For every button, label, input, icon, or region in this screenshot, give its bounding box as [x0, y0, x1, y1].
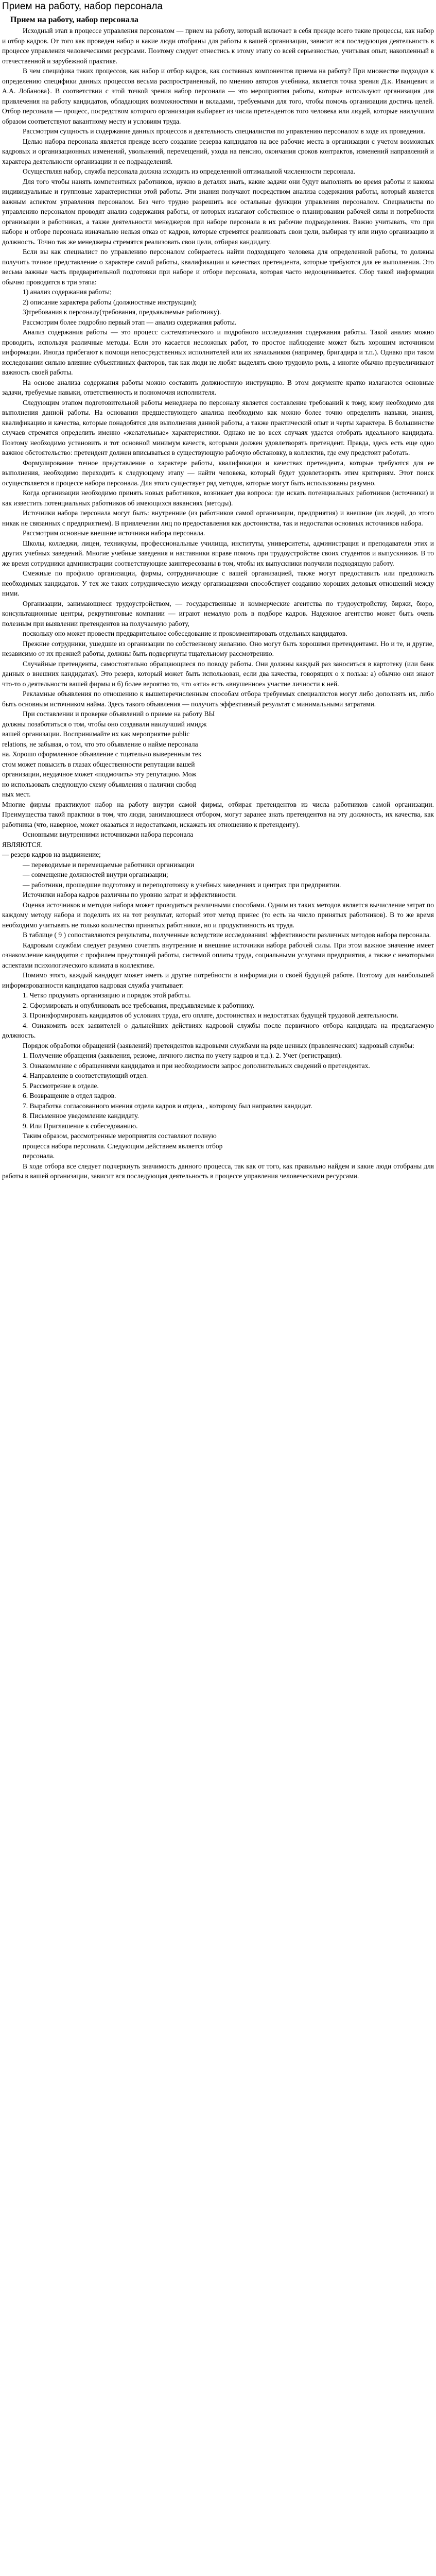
paragraph: организации, неудачное может «подмочить» эту репутацию. Мож — [2, 770, 197, 778]
paragraph: Анализ содержания работы — это процесс систематического и подробного исследования содержания работы. Такой анализ можно проводить, используя различные методы. Если это касается несложных работ, то простое наблюдение может быть хорошим источником информации. Иногда прибегают к помощи непосредственных исполнителей или их начальников (например, бригадира и т.п.). Однако при таком исследовании сильно влияние субъективных факторов, так как люди не любят выделять свою трудовую роль, а многие обычно преувеличивают важность своей работы. — [2, 328, 434, 376]
paragraph: ЯВЛЯЮТСЯ. — [2, 840, 43, 849]
paragraph: В ходе отбора все следует подчеркнуть значимость данного процесса, так как от того, как правильно найдем и какие люди отобраны для работы в вашей организации, зависит вся последующая деятельность в процессе управления человеческими ресурсами. — [2, 1162, 434, 1180]
paragraph: Кадровым службам следует разумно сочетать внутренние и внешние источники набора рабочей силы. При этом важное значение имеет ознакомление кандидатов с профилем предстоящей работы, системой оплаты труда, социальными услугами предприятия, а также с некоторыми аспектами психологического климата в коллективе. — [2, 941, 434, 969]
page-title: Прием на работу, набор персонала — [2, 1, 163, 12]
paragraph: процесса набора персонала. Следующим действием является отбор — [23, 1142, 223, 1150]
article-body — [2, 26, 434, 1181]
paragraph: Целью набора персонала является прежде всего создание резерва кандидатов на все рабочие места в организации с учетом возможных кадровых и организационных изменений, увольнений, перемещений, ухода на пенсию, окончания сроков контрактов, изменений направлений и характера деятельности организации и ее подразделений. — [2, 137, 434, 165]
paragraph: 4. Ознакомить всех заявителей о дальнейших действиях кадровой службы после первичного отбора кандидата на предлагаемую должность. — [2, 1021, 434, 1039]
paragraph: Рассмотрим более подробно первый этап — анализ содержания работы. — [23, 318, 237, 326]
section-subtitle: Прием на работу, набор персонала — [10, 15, 138, 24]
paragraph: При составлении и проверке объявлений о приеме на работу ВЫ — [23, 710, 215, 718]
paragraph: 1. Четко продумать организацию и порядок этой работы. — [23, 991, 191, 999]
paragraph: Случайные претенденты, самостоятельно обращающиеся по поводу работы. Они должны каждый раз заноситься в картотеку (или банк данных о внешних кандидатах). Это резерв, который может быть использован, если два качества, говорящих о х польза: а) обычно они знают что-то о деятельности вашей фирмы и б) более вероятно то, что «эти» есть «внушенное» участие личности к ней. — [2, 659, 434, 688]
paragraph: Рассмотрим сущность и содержание данных процессов и деятельность специалистов по управлению персоналом в ходе их проведения. — [23, 127, 426, 135]
paragraph: Источники набора кадров различны по уровню затрат и эффективности. — [23, 891, 237, 899]
paragraph: Рассмотрим основные внешние источники набора персонала. — [23, 529, 205, 537]
paragraph: relations, не забывая, о том, что это объявление о найме персонала — [2, 740, 198, 748]
paragraph: 3. Проинформировать кандидатов об условиях труда, его оплате, достоинствах и недостатках будущей трудовой деятельности. — [23, 1011, 398, 1019]
paragraph: Исходный этап в процессе управления персоналом — прием на работу, который включает в себя прежде всего такие процессы, как набор и отбор кадров. От того как проведен набор и какие люди отобраны для работы в вашей организации, зависит вся последующая деятельность в процессе управления человеческими ресурсами. Поэтому следует отнестись к этому этапу со всей серьезностью, учитывая опыт, накопленный в отечественной и зарубежной практике. — [2, 27, 434, 65]
paragraph: В чем специфика таких процессов, как набор и отбор кадров, как составных компонентов приема на работу? При множестве подходов к определению специфики данных процессов весьма распространенный, по мнению авторов учебника, является точка зрения Д.к. Иванцевич и А.А. Лобанова}. В соответствии с этой точкой зрения набор персонала — это мероприятия работы, которые используют организация для привлечения на работу кандидатов, обладающих возможностями и вкладами, требуемыми для того, чтобы помочь организации достичь целей. Отбор персонала — процесс, посредством которого организация выбирает из числа претендентов того человека или людей, которые наилучшим образом соответствуют вакантному месту и условиям труда. — [2, 67, 434, 125]
paragraph: В таблице ( 9 ) сопоставляются результаты, полученные вследствие исследования1 эффективности различных методов набора персонала. — [23, 931, 431, 939]
paragraph: 6. Возвращение в отдел кадров. — [23, 1092, 116, 1099]
paragraph: персонала. — [23, 1152, 55, 1160]
paragraph: Основными внутренними источниками набора персонала — [23, 831, 194, 838]
paragraph: Если вы как специалист по управлению персоналом собираетесь найти подходящего человека для определенной работы, то должны получить точное представление о характере самой работы, квалификации и качествах претендента, которые требуются для ее выполнения. Это весьма важные часть предварительной подготовки при наборе и отборе персонала, которая часто недооценивается. Сбор такой информации обычно проводится в три этапа: — [2, 248, 434, 286]
paragraph: 9. Или Приглашение к собеседованию. — [23, 1122, 138, 1130]
paragraph: Когда организации необходимо принять новых работников, возникает два вопроса: где искать потенциальных работников (источники) и как известить потенциальных работников об имеющихся вакансиях (методы). — [2, 489, 434, 507]
paragraph: на. Хорошо оформленное объявление с тщательно выверенным тек — [2, 750, 202, 758]
paragraph: вашей организации. Воспринимайте их как мероприятие public — [2, 730, 190, 738]
paragraph: — работники, прошедшие подготовку и переподготовку в учебных заведениях и центрах при предприятии. — [23, 880, 341, 889]
paragraph: Многие фирмы практикуют набор на работу внутри самой фирмы, отбирая претендентов из числа работников самой организации. Преимущества такой практики в том, что люди, занимающиеся отбором, могут заранее знать претендентов на эту должность, их качества, как работника (что, наверное, может оказаться и недостатками, искажать их отношению к претенденту). — [2, 800, 434, 828]
paragraph: Помимо этого, каждый кандидат может иметь и другие потребности в информации о своей будущей работе. Поэтому для наибольшей информированности кандидатов кадровая служба учитывает: — [2, 971, 434, 989]
paragraph: Таким образом, рассмотренные мероприятия составляют полную — [23, 1132, 217, 1140]
paragraph: Прежние сотрудники, ушедшие из организации по собственному желанию. Оно могут быть хорошими претендентами. Но и те, и другие, независимо от их прежней работы, должны быть подвергнуты тщательному рассмотрению. — [2, 639, 434, 657]
paragraph: 8. Письменное уведомление кандидату. — [23, 1112, 139, 1120]
paragraph: Школы, колледжи, лицеи, техникумы, профессиональные училища, институты, университеты, администрация и преподаватели этих и других учебных заведений. Многие учебные заведения и наставники вправе помочь при трудоустройстве своих студентов и выпускников. В то же время сотрудники администрации соответствующие заинтересованы в том, чтобы их выпускники получили подходящую работу. — [2, 539, 434, 567]
paragraph: 2. Сформировать и опубликовать все требования, предъявляемые к работнику. — [23, 1001, 255, 1009]
paragraph: но использовать следующую схему объявления о наличии свобод — [2, 780, 196, 788]
document-page — [0, 0, 436, 1194]
paragraph: — переводимые и перемещаемые работники организации — [23, 860, 195, 869]
paragraph: 2) описание характера работы (должностные инструкции); — [23, 298, 197, 306]
paragraph: 1. Получение обращения (заявления, резюме, личного листка по учету кадров и т.д.). 2. Учет (регистрация). — [23, 1052, 342, 1059]
paragraph: На основе анализа содержания работы можно составить должностную инструкцию. В этом документе кратко излагаются основные задачи, требуемые навыки, ответственность и полномочия исполнителя. — [2, 378, 434, 396]
paragraph: Для того чтобы нанять компетентных работников, нужно в деталях знать, какие задачи они будут выполнять во время работы и каковы индивидуальные и групповые характеристики этой работы. Эти знания получают посредством анализа содержания работы, который является важным аспектом управления персоналом. Без чего трудно разрешить все остальные функции управления персоналом. Специалисты по управлению персоналом проводят анализ содержания работы, от которых излагают собственное о планировании рабочей силы и потребности организации в работниках, а также деятельности менеджеров при наборе персонала в их рабочие подразделения. Важно учитывать, что при наборе и отборе персонала изначально нельзя отказ от кадров, которые стремятся реализовать свои цели, выбирая ту или иную организацию и должность. Точно так же менеджеры стремятся реализовать свои цели, отбирая кандидату. — [2, 177, 434, 246]
paragraph: — резерв кадров на выдвижение; — [2, 851, 101, 858]
paragraph: поскольку оно может провести предварительное собеседование и прокомментировать отдельных кандидатов. — [23, 630, 347, 637]
paragraph: Порядок обработки обращений (заявлений) претендентов кадровыми службами на ряде ценных (правленческих) кадровый службы: — [23, 1041, 414, 1049]
paragraph: ных мест. — [2, 790, 31, 798]
paragraph: Оценка источников и методов набора может проводиться различными способами. Одним из таких методов является вычисление затрат по каждому методу набора и поделить их на тот результат, который этот метод принес (то есть на число принятых работников). В то же время необходимо учитывать не только количество принятых работников, но и продуктивность их труда. — [2, 901, 434, 929]
paragraph: 1) анализ содержания работы; — [23, 288, 112, 296]
paragraph: Организации, занимающиеся трудоустройством, — государственные и коммерческие агентства по трудоустройству, биржи, бюро, консультационные центры, рекрутинговые компании — играют немалую роль в подборе кадров. Надежное агентство может быть очень полезным при выявлении претендентов на получаемую работу, — [2, 599, 434, 628]
paragraph: 3)требования к персоналу(требования, предъявляемые работнику). — [23, 308, 221, 316]
paragraph: должны позаботиться о том, чтобы оно создавали наилучший имидж — [2, 720, 207, 728]
paragraph: 7. Выработка согласованного мнения отдела кадров и отдела, , которому был направлен кандидат. — [23, 1101, 312, 1110]
paragraph: 4. Направление в соответствующий отдел. — [23, 1072, 148, 1079]
paragraph: стом может повысить в глазах общественности репутации вашей — [2, 760, 195, 768]
paragraph: Рекламные объявления по отношению к вышеперечисленным способам отбора требуемых специалистов могут либо дополнять их, либо быть основным источником найма. Здесь такого объявления — получить эффективный результат с минимальными затратами. — [2, 690, 434, 708]
paragraph: 3. Ознакомление с обращениями кандидатов и при необходимости запрос дополнительных сведений о претендентах. — [23, 1061, 370, 1070]
paragraph: Следующим этапом подготовительной работы менеджера по персоналу является составление требований к тому, кому необходимо для выполнения данной работы. На основании предшествующего анализа необходимо как можно более точно определить навыки, знания, квалификацию и качества, которые понадобятся для выполнения данной работы, а также практический опыт и черты характера. В большинстве случаев стремятся определить именно «желательные» характеристики. Однако не во всех случаях удается отобрать идеального кандидата. Поэтому необходимо установить и тот основной минимум качеств, которыми должен удовлетворять претендент. Правда, здесь есть еще одно важное обстоятельство: претендент должен вписываться в существующую рабочую обстановку, в коллектив, где ему предстоит работать. — [2, 398, 434, 456]
paragraph: Источники набора персонала могут быть: внутренние (из работников самой организации, предприятия) и внешние (из людей, до этого никак не связанных с предприятием). В привлечении лиц по предоставления как достоинства, так и недостатки основных источников набора. — [2, 509, 434, 527]
paragraph: — совмещение должностей внутри организации; — [23, 871, 168, 878]
paragraph: Смежные по профилю организации, фирмы, сотрудничающие с вашей организацией, также могут предоставить или предложить необходимых кандидатов. У тех же таких сотрудническую между организациями способствует созданию хороших деловых отношений между ними. — [2, 569, 434, 597]
paragraph: Осуществляя набор, служба персонала должна исходить из определенной оптимальной численности персонала. — [23, 167, 355, 175]
paragraph: Формулирование точное представление о характере работы, квалификации и качествах претендента, которые требуются для ее выполнения, необходимо переходить к следующему этапу — найти человека, который будет удовлетворять этим критериям. Этот поиск осуществляется в процессе набора персонала. Для этого существует ряд методов, которые могут быть использованы разумно. — [2, 459, 434, 487]
paragraph: 5. Рассмотрение в отделе. — [23, 1081, 99, 1090]
